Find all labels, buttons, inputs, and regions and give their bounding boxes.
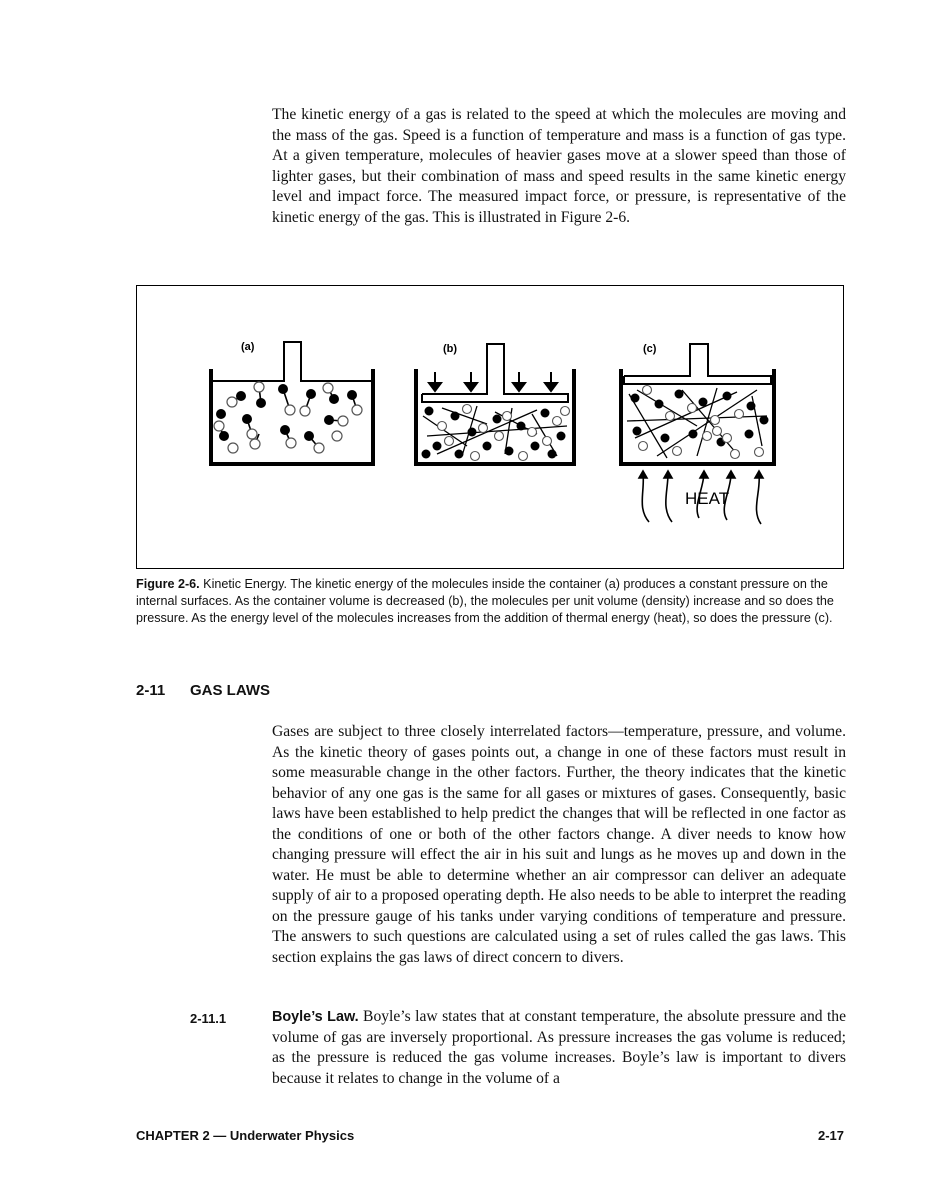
heat-label: HEAT — [685, 489, 730, 508]
section-heading — [136, 682, 270, 699]
kinetic-energy-diagram — [137, 286, 842, 567]
subsection-text: Boyle’s law states that at constant temperature, the absolute pressure and the volume of gas are inversely proportional. As pressure increases the gas volume is reduced; as the pressure is reduced the gas volume increases. Boyle’s law is important to divers because it relates to change in the volume of a — [272, 1008, 847, 1087]
container-c — [621, 343, 774, 524]
page-number: 2-17 — [817, 1128, 844, 1143]
caption-text: Kinetic Energy. The kinetic energy of the molecules inside the container (a) produces a constant pressure on the internal surfaces. As the container volume is decreased (b), the molecules per unit volume (density) increase and so does the pressure. As the energy level of the molecules increases from the addition of thermal energy (heat), so does the pressure (c). — [136, 577, 834, 625]
subsection-lead: Boyle’s Law. — [272, 1009, 359, 1025]
label-a: (a) — [241, 341, 255, 353]
gas-laws-paragraph: Gases are subject to three closely interrelated factors—temperature, pressure, and volume. As the kinetic theory of gases points out, a change in one of these factors must result in some measurable change in the other factors. Further, the theory indicates that the kinetic behavior of any one gas is the same for all gases or mixtures of gases. Consequently, basic laws have been established to help predict the changes that will be reflected in one factor as the conditions of one or both of the other factors change. A diver needs to know how changing pressure will effect the air in his suit and lungs as he moves up and down in the water. He must be able to determine whether an air compressor can deliver an adequate supply of air to a proposed operating depth. He also needs to be able to interpret the reading on the pressure gauge of his tanks under varying conditions of temperature and pressure. The answers to such questions are calculated using a set of rules called the gas laws. This section explains the gas laws of direct concern to divers. — [272, 723, 846, 966]
boyles-law-paragraph — [272, 1007, 846, 1089]
figure-caption — [136, 576, 848, 627]
subsection-number: 2-11.1 — [190, 1011, 227, 1026]
container-a — [211, 341, 373, 464]
intro-paragraph: The kinetic energy of a gas is related to the speed at which the molecules are moving and the mass of the gas. Speed is a function of temperature and mass is a function of gas type. At a given temperature, molecules of heavier gases move at a slower speed than those of lighter gases, but their combination of mass and speed results in the same kinetic energy level and impact force. The measured impact force, or pressure, is representative of the kinetic energy of the gas. This is illustrated in Figure 2-6. — [272, 106, 846, 226]
label-c: (c) — [643, 343, 657, 355]
footer-chapter: CHAPTER 2 — Underwater Physics — [136, 1128, 355, 1143]
caption-label: Figure 2-6. — [136, 577, 200, 591]
pressure-arrows — [429, 372, 557, 391]
figure-2-6 — [136, 285, 844, 569]
section-number: 2-11 — [136, 682, 166, 699]
section-title: GAS LAWS — [190, 682, 271, 699]
container-b — [416, 343, 574, 464]
label-b: (b) — [443, 343, 458, 355]
